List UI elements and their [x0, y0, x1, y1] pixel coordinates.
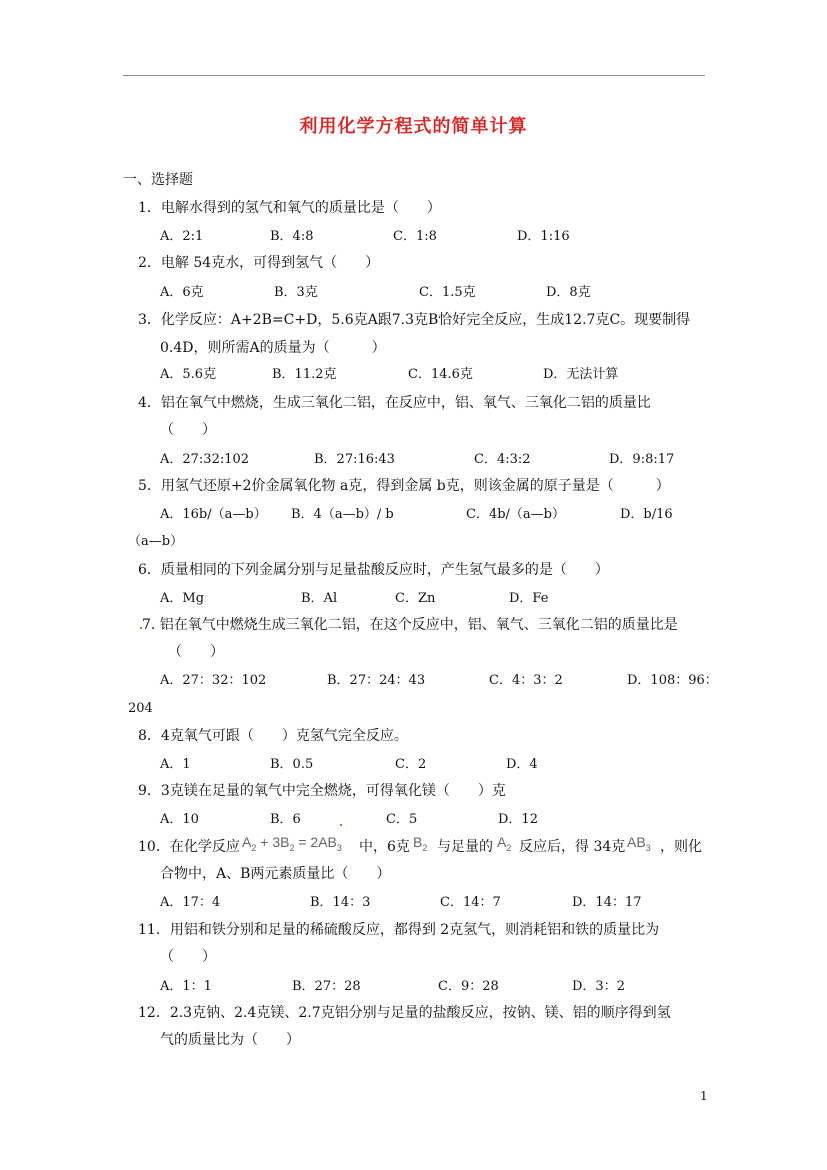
- q1-option-d: D．1:16: [517, 229, 570, 244]
- q7-option-c: C．4：3：2: [489, 673, 563, 688]
- q3-option-a: A．5.6克: [160, 367, 217, 382]
- question-11-line-1: 11．用铝和铁分别和足量的稀硫酸反应，都得到 2克氢气，则消耗铝和铁的质量比为: [138, 922, 660, 938]
- q3-option-b: B．11.2克: [272, 367, 337, 382]
- q6-option-d: D．Fe: [509, 591, 549, 606]
- q7-option-d: D．108：96：: [627, 673, 718, 688]
- header-rule: [123, 75, 705, 76]
- question-10-mid-2: 与足量的: [437, 839, 493, 855]
- question-3-line-2: 0.4D，则所需A的质量为（ ）: [160, 340, 386, 356]
- question-5: 5．用氢气还原+2价金属氧化物 a克，得到金属 b克，则该金属的原子量是（ ）: [138, 478, 670, 494]
- q6-option-c: C．Zn: [395, 591, 436, 606]
- q10-option-a: A．17：4: [160, 895, 221, 910]
- question-10-mid-1: 中，6克: [359, 839, 410, 855]
- q5-option-b: B．4（a—b）/ b: [291, 507, 394, 522]
- q9-option-b: B．6: [270, 812, 301, 827]
- q5-option-a: A．16b/（a—b）: [160, 507, 267, 522]
- q1-option-b: B．4:8: [270, 229, 314, 244]
- q8-option-d: D．4: [506, 757, 538, 772]
- q4-option-d: D．9:8:17: [609, 452, 675, 467]
- q2-option-b: B．3克: [274, 285, 318, 300]
- q6-option-a: A．Mg: [160, 591, 205, 606]
- page-title: 利用化学方程式的简单计算: [299, 116, 528, 137]
- q1-option-c: C．1:8: [393, 229, 437, 244]
- q7-option-d-continuation: 204: [128, 701, 153, 716]
- question-2: 2．电解 54克水，可得到氢气（ ）: [138, 255, 380, 271]
- q11-option-a: A．1：1: [160, 979, 212, 994]
- q5-option-d-continuation: （a—b）: [128, 534, 184, 549]
- q2-option-a: A．6克: [160, 285, 204, 300]
- question-1: 1．电解水得到的氢气和氧气的质量比是（ ）: [138, 200, 441, 216]
- q5-option-c: C．4b/（a—b）: [466, 507, 565, 522]
- question-8: 8．4克氧气可跟（ ）克氢气完全反应。: [138, 728, 408, 744]
- q4-option-a: A．27:32:102: [160, 452, 250, 467]
- question-10-prefix: 10．在化学反应: [138, 839, 240, 855]
- q4-option-c: C．4:3:2: [474, 452, 531, 467]
- scan-dot: [340, 824, 342, 826]
- q9-option-d: D．12: [498, 812, 538, 827]
- q2-option-d: D．8克: [546, 285, 591, 300]
- q11-option-d: D．3：2: [572, 979, 625, 994]
- q7-option-b: B．27：24：43: [327, 673, 426, 688]
- q11-option-b: B．27：28: [292, 979, 361, 994]
- formula-b2: $B_2$: [413, 834, 428, 853]
- question-7-line-1: 7. 铝在氧气中燃烧生成三氧化二铝，在这个反应中，铝、氧气、三氧化二铝的质量比是: [142, 617, 678, 633]
- q8-option-a: A．1: [160, 757, 191, 772]
- q10-option-c: C．14：7: [440, 895, 501, 910]
- q9-option-a: A．10: [160, 812, 199, 827]
- equation-a2-3b2-2ab3: $A_2 + 3B_2 = 2AB_3$: [242, 834, 342, 853]
- q5-option-d: D．b/16: [620, 507, 673, 522]
- formula-a2: $A_2$: [497, 834, 512, 853]
- section-heading: 一、选择题: [123, 172, 193, 188]
- q10-option-b: B．14：3: [310, 895, 371, 910]
- q4-option-b: B．27:16:43: [314, 452, 395, 467]
- question-10-suffix: ，则化: [660, 839, 702, 855]
- q2-option-c: C．1.5克: [419, 285, 476, 300]
- q6-option-b: B．Al: [301, 591, 338, 606]
- question-10-mid-3: 反应后，得 34克: [519, 839, 626, 855]
- page-number: 1: [700, 1089, 708, 1103]
- q10-option-d: D．14：17: [572, 895, 642, 910]
- q3-option-c: C．14.6克: [408, 367, 473, 382]
- q8-option-b: B．0.5: [270, 757, 314, 772]
- question-4-line-1: 4．铝在氧气中燃烧，生成三氧化二铝，在反应中，铝、氧气、三氧化二铝的质量比: [138, 395, 651, 411]
- question-3-line-1: 3．化学反应：A+2B=C+D，5.6克A跟7.3克B恰好完全反应，生成12.7克C。现要制得: [138, 312, 691, 328]
- question-12-line-1: 12．2.3克钠、2.4克镁、2.7克铝分别与足量的盐酸反应，按钠、镁、铝的顺序得到氢: [138, 1005, 671, 1021]
- q11-option-c: C．9：28: [438, 979, 499, 994]
- formula-ab3: $AB_3$: [627, 834, 651, 853]
- q9-option-c: C．5: [386, 812, 418, 827]
- q3-option-d: D．无法计算: [543, 367, 619, 382]
- question-6: 6．质量相同的下列金属分别与足量盐酸反应时，产生氢气最多的是（ ）: [138, 562, 609, 578]
- q1-option-a: A．2:1: [160, 229, 204, 244]
- q7-option-a: A．27：32：102: [160, 673, 267, 688]
- question-4-line-2: （ ）: [160, 422, 216, 438]
- question-12-line-2: 气的质量比为（ ）: [160, 1032, 300, 1048]
- question-9: 9．3克镁在足量的氧气中完全燃烧，可得氧化镁（ ）克: [138, 783, 506, 799]
- question-7-line-2: （ ）: [168, 644, 224, 660]
- question-10-line-2: 合物中，A、B两元素质量比（ ）: [160, 866, 391, 882]
- q8-option-c: C．2: [395, 757, 427, 772]
- question-11-line-2: （ ）: [160, 949, 216, 965]
